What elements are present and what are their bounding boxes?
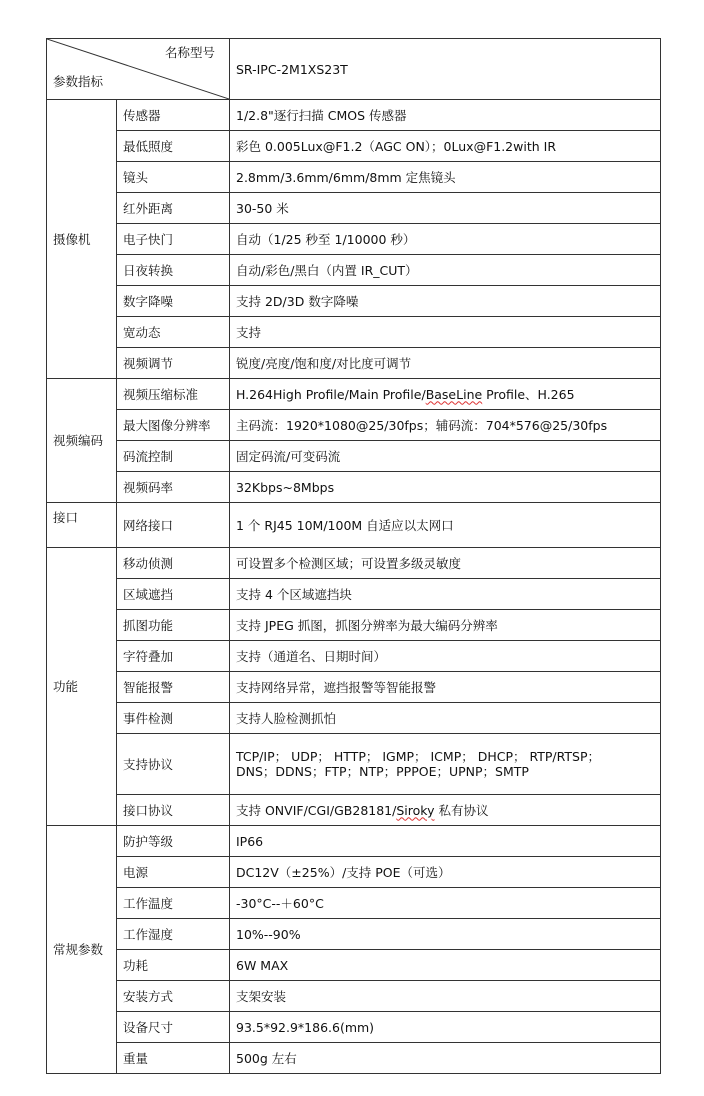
param-value: 1/2.8"逐行扫描 CMOS 传感器 xyxy=(230,100,661,131)
table-row xyxy=(47,255,661,286)
param-name: 日夜转换 xyxy=(117,255,230,286)
table-row xyxy=(47,672,661,703)
header-row xyxy=(47,39,661,100)
table-row xyxy=(47,100,661,131)
param-value: 500g 左右 xyxy=(230,1043,661,1074)
table-row xyxy=(47,131,661,162)
param-name: 网络接口 xyxy=(117,503,230,548)
param-value: 支持网络异常，遮挡报警等智能报警 xyxy=(230,672,661,703)
param-value: 自动（1/25 秒至 1/10000 秒） xyxy=(230,224,661,255)
param-value: -30°C--＋60°C xyxy=(230,888,661,919)
param-value: 锐度/亮度/饱和度/对比度可调节 xyxy=(230,348,661,379)
param-value: DC12V（±25%）/支持 POE（可选） xyxy=(230,857,661,888)
table-row xyxy=(47,981,661,1012)
table-row xyxy=(47,162,661,193)
param-name: 智能报警 xyxy=(117,672,230,703)
value-part: 私有协议 xyxy=(434,802,489,818)
category-camera: 摄像机 xyxy=(47,100,117,379)
param-name: 移动侦测 xyxy=(117,548,230,579)
param-name: 视频压缩标准 xyxy=(117,379,230,410)
param-name: 视频调节 xyxy=(117,348,230,379)
param-value: 2.8mm/3.6mm/6mm/8mm 定焦镜头 xyxy=(230,162,661,193)
param-value: 彩色 0.005Lux@F1.2（AGC ON）；0Lux@F1.2with IR xyxy=(230,131,661,162)
param-name: 事件检测 xyxy=(117,703,230,734)
param-value: 1 个 RJ45 10M/100M 自适应以太网口 xyxy=(230,503,661,548)
param-name: 工作温度 xyxy=(117,888,230,919)
table-row xyxy=(47,919,661,950)
value-part: Profile、H.265 xyxy=(482,386,575,402)
param-name: 支持协议 xyxy=(117,734,230,795)
param-name: 码流控制 xyxy=(117,441,230,472)
param-name: 设备尺寸 xyxy=(117,1012,230,1043)
param-name: 宽动态 xyxy=(117,317,230,348)
value-part: H.264High Profile/Main Profile/ xyxy=(236,386,426,402)
param-name: 最大图像分辨率 xyxy=(117,410,230,441)
param-name: 红外距离 xyxy=(117,193,230,224)
table-row xyxy=(47,548,661,579)
table-row xyxy=(47,888,661,919)
param-name: 最低照度 xyxy=(117,131,230,162)
category-function: 功能 xyxy=(47,548,117,826)
param-name: 防护等级 xyxy=(117,826,230,857)
value-part: 支持 ONVIF/CGI/GB28181/ xyxy=(236,802,397,818)
table-row xyxy=(47,826,661,857)
table-row xyxy=(47,193,661,224)
table-row xyxy=(47,224,661,255)
table-row xyxy=(47,317,661,348)
table-row xyxy=(47,472,661,503)
param-value: 支持（通道名、日期时间） xyxy=(230,641,661,672)
param-name: 视频码率 xyxy=(117,472,230,503)
table-row xyxy=(47,1012,661,1043)
table-row xyxy=(47,950,661,981)
param-name: 传感器 xyxy=(117,100,230,131)
category-general: 常规参数 xyxy=(47,826,117,1074)
param-name: 安装方式 xyxy=(117,981,230,1012)
value-part-spellcheck: Siroky xyxy=(396,802,435,818)
param-value xyxy=(230,795,661,826)
model-value: SR-IPC-2M1XS23T xyxy=(230,39,661,100)
param-label: 参数指标 xyxy=(53,74,104,89)
table-row xyxy=(47,441,661,472)
param-name: 接口协议 xyxy=(117,795,230,826)
param-name: 数字降噪 xyxy=(117,286,230,317)
param-name: 功耗 xyxy=(117,950,230,981)
table-row xyxy=(47,610,661,641)
param-value xyxy=(230,734,661,795)
param-value: 支架安装 xyxy=(230,981,661,1012)
param-name: 区域遮挡 xyxy=(117,579,230,610)
table-row xyxy=(47,410,661,441)
param-name: 电源 xyxy=(117,857,230,888)
param-name: 电子快门 xyxy=(117,224,230,255)
table-row xyxy=(47,579,661,610)
protocol-line: TCP/IP； UDP； HTTP； IGMP； ICMP； DHCP； RTP/RTSP； xyxy=(236,749,601,764)
table-row xyxy=(47,348,661,379)
param-name: 字符叠加 xyxy=(117,641,230,672)
name-model-label: 名称型号 xyxy=(164,45,215,60)
param-value: 支持 4 个区域遮挡块 xyxy=(230,579,661,610)
protocol-line: DNS；DDNS；FTP；NTP；PPPOE；UPNP；SMTP xyxy=(236,764,529,779)
param-value: 支持人脸检测抓怕 xyxy=(230,703,661,734)
table-row xyxy=(47,1043,661,1074)
param-value: 32Kbps~8Mbps xyxy=(230,472,661,503)
table-row xyxy=(47,795,661,826)
param-name: 抓图功能 xyxy=(117,610,230,641)
param-value: 10%--90% xyxy=(230,919,661,950)
param-value: 固定码流/可变码流 xyxy=(230,441,661,472)
param-name: 镜头 xyxy=(117,162,230,193)
param-value: 支持 JPEG 抓图，抓图分辨率为最大编码分辨率 xyxy=(230,610,661,641)
category-interface: 接口 xyxy=(47,503,117,548)
table-row xyxy=(47,379,661,410)
param-value: 可设置多个检测区域；可设置多级灵敏度 xyxy=(230,548,661,579)
table-row xyxy=(47,857,661,888)
value-part-spellcheck: BaseLine xyxy=(425,386,483,402)
category-video: 视频编码 xyxy=(47,379,117,503)
table-row xyxy=(47,641,661,672)
param-value: 支持 2D/3D 数字降噪 xyxy=(230,286,661,317)
table-row xyxy=(47,503,661,548)
param-value: 主码流：1920*1080@25/30fps；辅码流：704*576@25/30fps xyxy=(230,410,661,441)
table-row xyxy=(47,703,661,734)
spec-table xyxy=(46,38,661,1074)
param-value: 自动/彩色/黑白（内置 IR_CUT） xyxy=(230,255,661,286)
param-value: 30-50 米 xyxy=(230,193,661,224)
param-name: 工作湿度 xyxy=(117,919,230,950)
param-value: 支持 xyxy=(230,317,661,348)
param-value: 6W MAX xyxy=(230,950,661,981)
param-value: 93.5*92.9*186.6(mm) xyxy=(230,1012,661,1043)
header-diagonal-cell xyxy=(47,39,230,100)
param-value: IP66 xyxy=(230,826,661,857)
param-name: 重量 xyxy=(117,1043,230,1074)
table-row xyxy=(47,734,661,795)
param-value xyxy=(230,379,661,410)
table-row xyxy=(47,286,661,317)
